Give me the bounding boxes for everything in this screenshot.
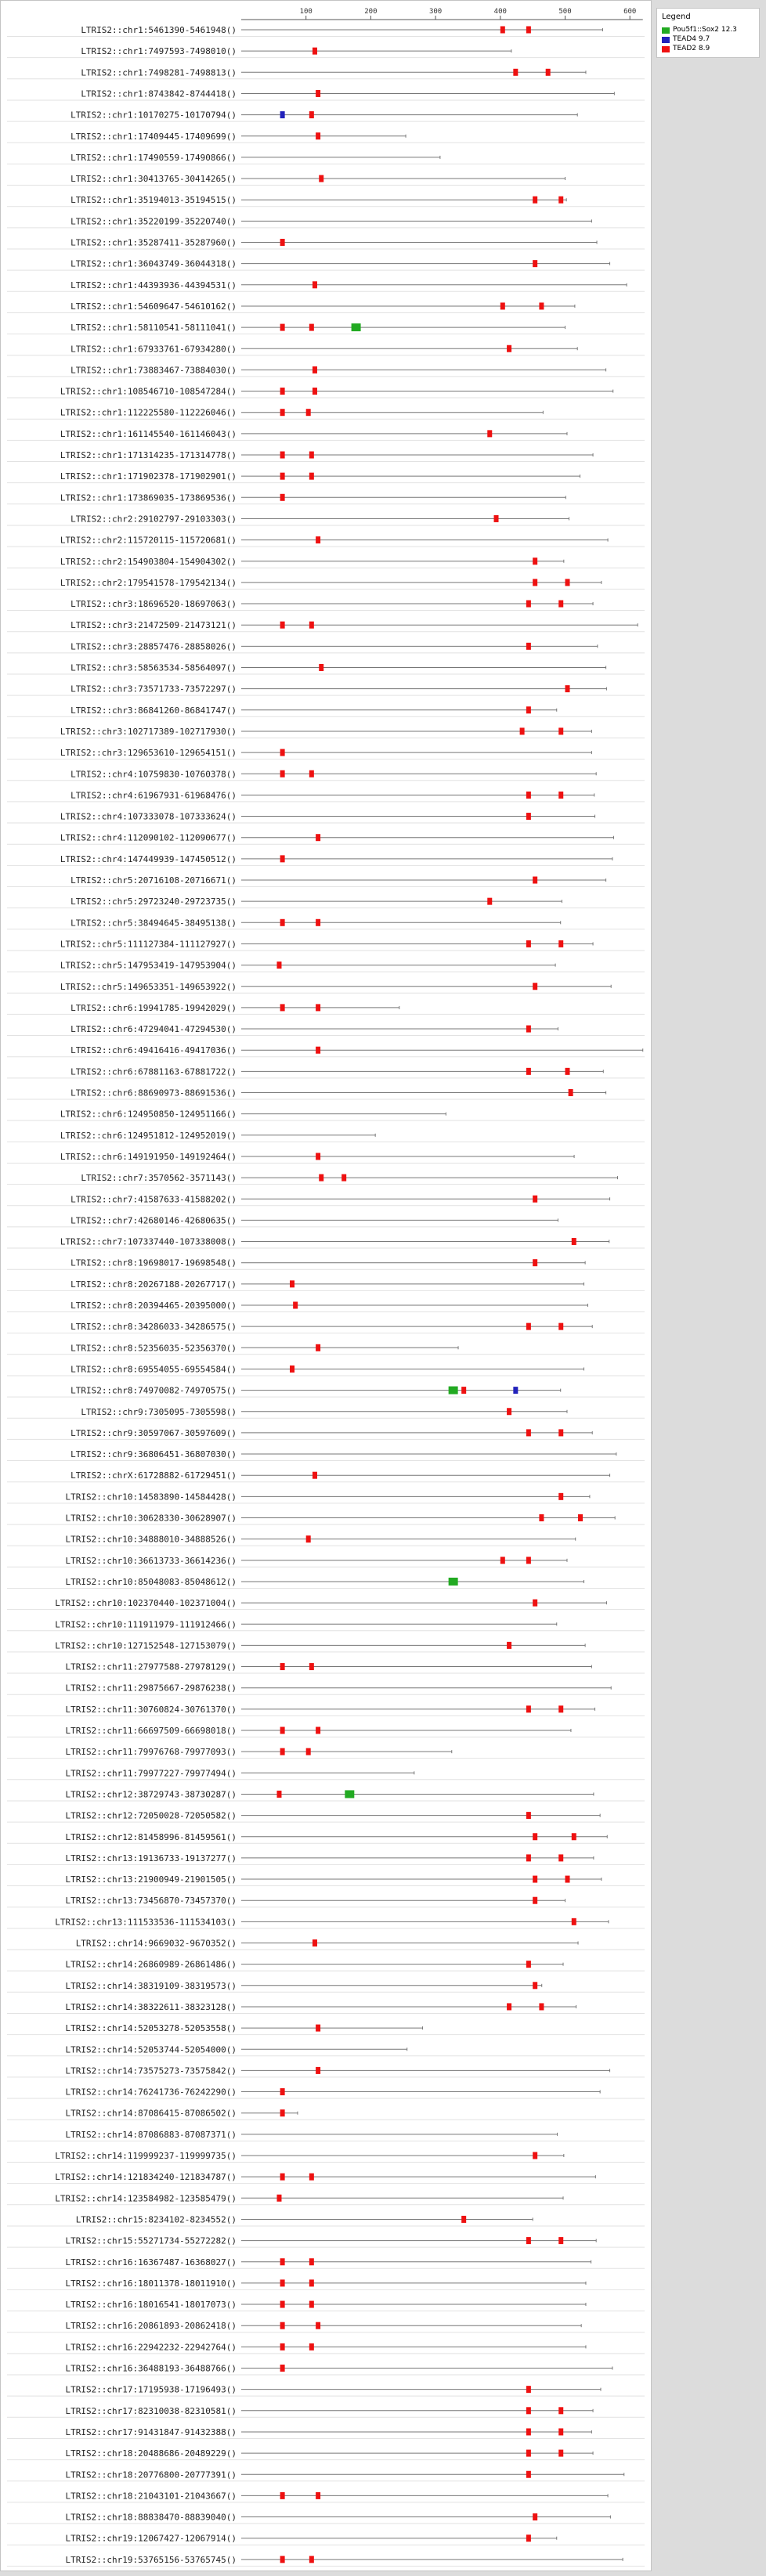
sequence-label: LTRIS2::chr1:171902378-171902901(): [60, 471, 237, 482]
motif-tead2-mark: [526, 940, 531, 947]
motif-tead2-mark: [520, 727, 525, 734]
sequence-label: LTRIS2::chr16:16367487-16368027(): [65, 2257, 237, 2268]
sequence-label: LTRIS2::chr9:36806451-36807030(): [70, 1449, 237, 1460]
sequence-label: LTRIS2::chr2:179541578-179542134(): [60, 577, 237, 588]
motif-tead2-mark: [558, 792, 563, 799]
motif-tead2-mark: [533, 197, 537, 204]
sequence-label: LTRIS2::chr18:88838470-88839040(): [65, 2512, 237, 2523]
sequence-label: LTRIS2::chr7:107337440-107338008(): [60, 1236, 237, 1247]
sequence-label: LTRIS2::chr5:111127384-111127927(): [60, 939, 237, 950]
motif-tead2-mark: [500, 1557, 505, 1564]
motif-tead2-mark: [316, 1153, 320, 1160]
motif-tead2-mark: [565, 1876, 570, 1883]
sequence-label: LTRIS2::chr5:149653351-149653922(): [60, 981, 237, 992]
motif-tead2-mark: [526, 1429, 531, 1436]
sequence-label: LTRIS2::chr7:3570562-3571143(): [81, 1173, 237, 1184]
motif-tead2-mark: [306, 409, 311, 416]
motif-tead2-mark: [276, 1791, 281, 1798]
motif-tead2-mark: [507, 1408, 511, 1415]
motif-tead2-mark: [526, 601, 531, 608]
motif-tead2-mark: [280, 2258, 285, 2265]
motif-tead2-mark: [565, 579, 570, 586]
sequence-label: LTRIS2::chr17:91431847-91432388(): [65, 2426, 237, 2437]
motif-tead2-mark: [309, 2279, 314, 2286]
legend-label-tead2: TEAD2 8.9: [673, 45, 710, 52]
motif-tead2-mark: [280, 770, 285, 777]
legend: [656, 8, 760, 58]
motif-chart: [1, 1, 651, 2571]
sequence-label: LTRIS2::chr4:147449939-147450512(): [60, 853, 237, 864]
motif-tead2-mark: [526, 1854, 531, 1861]
motif-tead2-mark: [533, 2513, 537, 2520]
motif-tead2-mark: [280, 324, 285, 331]
sequence-label: LTRIS2::chr6:49416416-49417036(): [70, 1045, 237, 1056]
sequence-label: LTRIS2::chr3:28857476-28858026(): [70, 641, 237, 652]
sequence-label: LTRIS2::chr1:108546710-108547284(): [60, 386, 237, 397]
sequence-label: LTRIS2::chr1:171314235-171314778(): [60, 450, 237, 460]
motif-tead2-mark: [533, 1259, 537, 1266]
sequence-label: LTRIS2::chr10:127152548-127153079(): [55, 1640, 237, 1651]
sequence-label: LTRIS2::chr2:154903804-154904302(): [60, 556, 237, 567]
motif-tead2-mark: [513, 69, 518, 76]
x-tick-label: 200: [364, 8, 378, 16]
motif-tead2-mark: [558, 197, 563, 204]
motif-tead2-mark: [526, 643, 531, 650]
motif-tead2-mark: [309, 622, 314, 629]
motif-tead2-mark: [280, 1663, 285, 1670]
motif-tead2-mark: [578, 1514, 583, 1521]
sequence-label: LTRIS2::chrX:61728882-61729451(): [70, 1470, 237, 1481]
motif-tead2-mark: [558, 1323, 563, 1330]
motif-tead2-mark: [526, 2407, 531, 2414]
motif-tead2-mark: [316, 919, 320, 926]
motif-pou5f1-sox2-mark: [449, 1387, 458, 1394]
motif-tead2-mark: [309, 2258, 314, 2265]
motif-tead2-mark: [319, 175, 323, 182]
sequence-label: LTRIS2::chr14:38322611-38323128(): [65, 2001, 237, 2012]
sequence-label: LTRIS2::chr12:72050028-72050582(): [65, 1810, 237, 1821]
sequence-label: LTRIS2::chr13:73456870-73457370(): [65, 1896, 237, 1907]
motif-tead2-mark: [558, 2407, 563, 2414]
sequence-label: LTRIS2::chr18:20776800-20777391(): [65, 2470, 237, 2480]
motif-tead2-mark: [558, 2428, 563, 2435]
sequence-label: LTRIS2::chr11:79976768-79977093(): [65, 1747, 237, 1758]
sequence-label: LTRIS2::chr8:69554055-69554584(): [70, 1364, 237, 1375]
sequence-label: LTRIS2::chr1:30413765-30414265(): [70, 174, 237, 185]
motif-tead2-mark: [309, 111, 314, 118]
motif-tead2-mark: [280, 2556, 285, 2563]
motif-tead2-mark: [280, 2322, 285, 2329]
sequence-label: LTRIS2::chr12:38729743-38730287(): [65, 1789, 237, 1800]
motif-tead2-mark: [276, 961, 281, 969]
motif-tead2-mark: [306, 1748, 311, 1755]
motif-tead2-mark: [533, 260, 537, 267]
legend-label-tead4: TEAD4 9.7: [673, 35, 710, 43]
sequence-label: LTRIS2::chr8:34286033-34286575(): [70, 1322, 237, 1333]
sequence-label: LTRIS2::chr1:54609647-54610162(): [70, 301, 237, 312]
sequence-label: LTRIS2::chr10:85048083-85048612(): [65, 1576, 237, 1587]
sequence-label: LTRIS2::chr16:36488193-36488766(): [65, 2363, 237, 2374]
motif-tead2-mark: [316, 2492, 320, 2499]
motif-tead2-mark: [280, 1727, 285, 1734]
sequence-label: LTRIS2::chr10:111911979-111912466(): [55, 1619, 237, 1630]
motif-tead2-mark: [309, 2343, 314, 2351]
motif-tead2-mark: [533, 1833, 537, 1840]
motif-tead2-mark: [280, 2301, 285, 2308]
motif-tead2-mark: [280, 919, 285, 926]
motif-tead2-mark: [309, 324, 314, 331]
sequence-label: LTRIS2::chr6:19941785-19942029(): [70, 1002, 237, 1013]
sequence-label: LTRIS2::chr16:22942232-22942764(): [65, 2342, 237, 2353]
sequence-label: LTRIS2::chr7:42680146-42680635(): [70, 1215, 237, 1226]
motif-tead2-mark: [526, 1026, 531, 1033]
sequence-label: LTRIS2::chr13:111533536-111534103(): [55, 1917, 237, 1928]
motif-tead2-mark: [526, 1961, 531, 1968]
sequence-label: LTRIS2::chr3:21472509-21473121(): [70, 620, 237, 631]
motif-tead2-mark: [526, 2450, 531, 2457]
sequence-label: LTRIS2::chr14:26860989-26861486(): [65, 1959, 237, 1970]
motif-tead2-mark: [280, 1004, 285, 1011]
motif-tead2-mark: [558, 1493, 563, 1500]
motif-tead2-mark: [309, 770, 314, 777]
motif-tead2-mark: [316, 2025, 320, 2032]
sequence-label: LTRIS2::chr1:7497593-7498010(): [81, 46, 237, 57]
motif-tead2-mark: [558, 2237, 563, 2244]
sequence-label: LTRIS2::chr16:18016541-18017073(): [65, 2300, 237, 2311]
sequence-label: LTRIS2::chr1:112225580-112226046(): [60, 407, 237, 418]
sequence-label: LTRIS2::chr16:20861893-20862418(): [65, 2321, 237, 2332]
x-tick-label: 500: [558, 8, 572, 16]
motif-tead2-mark: [526, 27, 531, 34]
motif-tead2-mark: [494, 515, 499, 522]
motif-tead4-mark: [280, 111, 285, 118]
motif-tead2-mark: [461, 1387, 466, 1394]
sequence-label: LTRIS2::chr10:36613733-36614236(): [65, 1555, 237, 1566]
motif-tead2-mark: [526, 2386, 531, 2393]
sequence-label: LTRIS2::chr8:20394465-20395000(): [70, 1301, 237, 1311]
sequence-label: LTRIS2::chr5:29723240-29723735(): [70, 897, 237, 907]
sequence-label: LTRIS2::chr10:30628330-30628907(): [65, 1513, 237, 1524]
motif-tead2-mark: [316, 132, 320, 139]
motif-tead2-mark: [526, 2471, 531, 2478]
motif-tead2-mark: [526, 792, 531, 799]
motif-tead2-mark: [558, 2450, 563, 2457]
motif-tead2-mark: [313, 281, 317, 288]
motif-tead2-mark: [316, 1727, 320, 1734]
sequence-label: LTRIS2::chr14:119999237-119999735(): [55, 2151, 237, 2161]
motif-tead2-mark: [526, 706, 531, 713]
motif-tead2-mark: [500, 302, 505, 309]
motif-tead2-mark: [487, 898, 492, 905]
motif-tead2-mark: [572, 1833, 576, 1840]
sequence-label: LTRIS2::chr14:121834240-121834787(): [55, 2172, 237, 2183]
motif-tead2-mark: [280, 452, 285, 459]
sequence-label: LTRIS2::chr11:79977227-79977494(): [65, 1768, 237, 1779]
sequence-label: LTRIS2::chr1:8743842-8744418(): [81, 88, 237, 99]
sequence-label: LTRIS2::chr6:124951812-124952019(): [60, 1130, 237, 1141]
motif-tead2-mark: [487, 430, 492, 437]
motif-tead2-mark: [319, 1174, 323, 1182]
sequence-label: LTRIS2::chr13:21900949-21901505(): [65, 1874, 237, 1885]
sequence-label: LTRIS2::chr14:73575273-73575842(): [65, 2065, 237, 2076]
sequence-label: LTRIS2::chr14:38319109-38319573(): [65, 1980, 237, 1991]
sequence-label: LTRIS2::chr1:58110541-58111041(): [70, 323, 237, 334]
motif-tead2-mark: [309, 452, 314, 459]
motif-tead2-mark: [316, 1047, 320, 1054]
motif-pou5f1-sox2-mark: [449, 1578, 458, 1586]
motif-tead2-mark: [280, 239, 285, 246]
sequence-label: LTRIS2::chr9:30597067-30597609(): [70, 1427, 237, 1438]
sequence-label: LTRIS2::chr14:76241736-76242290(): [65, 2087, 237, 2098]
sequence-label: LTRIS2::chr18:20488686-20489229(): [65, 2448, 237, 2459]
sequence-label: LTRIS2::chr2:115720115-115720681(): [60, 535, 237, 546]
sequence-label: LTRIS2::chr1:35220199-35220740(): [70, 216, 237, 227]
sequence-label: LTRIS2::chr14:87086415-87086502(): [65, 2108, 237, 2119]
sequence-label: LTRIS2::chr10:102370440-102371004(): [55, 1598, 237, 1609]
sequence-label: LTRIS2::chr8:20267188-20267717(): [70, 1279, 237, 1290]
motif-tead2-mark: [313, 388, 317, 395]
sequence-label: LTRIS2::chr14:123584982-123585479(): [55, 2193, 237, 2204]
motif-tead2-mark: [526, 1557, 531, 1564]
motif-tead2-mark: [539, 302, 544, 309]
sequence-label: LTRIS2::chr3:58563534-58564097(): [70, 662, 237, 673]
motif-tead2-mark: [461, 2216, 466, 2223]
sequence-label: LTRIS2::chr8:74970082-74970575(): [70, 1385, 237, 1396]
motif-tead2-mark: [316, 2067, 320, 2074]
sequence-label: LTRIS2::chr6:47294041-47294530(): [70, 1024, 237, 1035]
sequence-label: LTRIS2::chr1:17490559-17490866(): [70, 152, 237, 163]
sequence-label: LTRIS2::chr11:30760824-30761370(): [65, 1704, 237, 1715]
motif-tead2-mark: [316, 1004, 320, 1011]
motif-tead2-mark: [309, 2174, 314, 2181]
x-tick-label: 300: [428, 8, 443, 16]
sequence-label: LTRIS2::chr11:66697509-66698018(): [65, 1726, 237, 1736]
sequence-label: LTRIS2::chr6:149191950-149192464(): [60, 1151, 237, 1162]
motif-tead2-mark: [309, 473, 314, 480]
motif-tead2-mark: [280, 855, 285, 862]
motif-tead2-mark: [280, 2174, 285, 2181]
motif-tead2-mark: [309, 2301, 314, 2308]
legend-title: Legend: [662, 13, 691, 21]
sequence-label: LTRIS2::chr17:82310038-82310581(): [65, 2405, 237, 2416]
motif-tead2-mark: [319, 664, 323, 671]
motif-tead2-mark: [558, 1854, 563, 1861]
motif-tead2-mark: [280, 2492, 285, 2499]
motif-tead2-mark: [572, 1238, 576, 1245]
motif-pou5f1-sox2-mark: [352, 323, 361, 331]
motif-tead2-mark: [280, 2088, 285, 2095]
sequence-label: LTRIS2::chr1:67933761-67934280(): [70, 344, 237, 355]
sequence-label: LTRIS2::chr6:67881163-67881722(): [70, 1066, 237, 1077]
sequence-label: LTRIS2::chr1:17409445-17409699(): [70, 131, 237, 142]
motif-tead2-mark: [565, 1068, 570, 1075]
motif-tead2-mark: [280, 409, 285, 416]
sequence-label: LTRIS2::chr16:18011378-18011910(): [65, 2278, 237, 2289]
motif-tead2-mark: [507, 345, 511, 352]
motif-tead2-mark: [533, 877, 537, 884]
motif-tead2-mark: [313, 1472, 317, 1479]
sequence-label: LTRIS2::chr12:81458996-81459561(): [65, 1831, 237, 1842]
sequence-label: LTRIS2::chr5:147953419-147953904(): [60, 960, 237, 971]
motif-tead2-mark: [546, 69, 551, 76]
motif-tead2-mark: [533, 2152, 537, 2159]
motif-tead2-mark: [558, 1429, 563, 1436]
sequence-label: LTRIS2::chr3:73571733-73572297(): [70, 684, 237, 695]
sequence-label: LTRIS2::chr3:18696520-18697063(): [70, 599, 237, 610]
motif-tead2-mark: [280, 388, 285, 395]
sequence-label: LTRIS2::chr1:73883467-73884030(): [70, 365, 237, 376]
sequence-label: LTRIS2::chr14:87086883-87087371(): [65, 2129, 237, 2140]
motif-tead2-mark: [533, 1600, 537, 1607]
sequence-label: LTRIS2::chr14:9669032-9670352(): [75, 1938, 237, 1949]
sequence-label: LTRIS2::chr14:52053278-52053558(): [65, 2023, 237, 2034]
sequence-label: LTRIS2::chr3:86841260-86841747(): [70, 705, 237, 716]
motif-tead2-mark: [539, 2003, 544, 2010]
sequence-label: LTRIS2::chr6:124950850-124951166(): [60, 1109, 237, 1120]
motif-tead2-mark: [276, 2195, 281, 2202]
motif-tead2-mark: [309, 2556, 314, 2563]
sequence-label: LTRIS2::chr4:61967931-61968476(): [70, 790, 237, 801]
sequence-label: LTRIS2::chr1:7498281-7498813(): [81, 67, 237, 78]
motif-tead2-mark: [572, 1918, 576, 1925]
sequence-label: LTRIS2::chr9:7305095-7305598(): [81, 1406, 237, 1417]
motif-tead2-mark: [558, 601, 563, 608]
sequence-label: LTRIS2::chr18:21043101-21043667(): [65, 2491, 237, 2502]
motif-tead2-mark: [306, 1535, 311, 1542]
sequence-label: LTRIS2::chr4:112090102-112090677(): [60, 832, 237, 843]
motif-tead2-mark: [280, 2109, 285, 2116]
motif-tead2-mark: [533, 557, 537, 565]
sequence-label: LTRIS2::chr19:53765156-53765745(): [65, 2554, 237, 2565]
motif-tead2-mark: [526, 2428, 531, 2435]
sequence-label: LTRIS2::chr19:12067427-12067914(): [65, 2533, 237, 2544]
motif-tead2-mark: [526, 1068, 531, 1075]
motif-tead2-mark: [569, 1089, 573, 1096]
motif-tead2-mark: [341, 1174, 346, 1182]
motif-tead2-mark: [507, 2003, 511, 2010]
motif-tead2-mark: [526, 1812, 531, 1819]
motif-tead2-mark: [507, 1642, 511, 1649]
motif-tead2-mark: [280, 2343, 285, 2351]
sequence-label: LTRIS2::chr5:38494645-38495138(): [70, 918, 237, 929]
sequence-label: LTRIS2::chr7:41587633-41588202(): [70, 1194, 237, 1205]
motif-tead2-mark: [533, 1876, 537, 1883]
sequence-label: LTRIS2::chr1:173869035-173869536(): [60, 492, 237, 503]
sequence-label: LTRIS2::chr1:5461390-5461948(): [81, 25, 237, 35]
sequence-label: LTRIS2::chr17:17195938-17196493(): [65, 2384, 237, 2395]
sequence-label: LTRIS2::chr8:52356035-52356370(): [70, 1343, 237, 1354]
motif-tead2-mark: [293, 1302, 298, 1309]
motif-tead2-mark: [533, 579, 537, 586]
motif-tead2-mark: [280, 749, 285, 756]
sequence-label: LTRIS2::chr6:88690973-88691536(): [70, 1088, 237, 1099]
motif-tead2-mark: [316, 834, 320, 841]
sequence-label: LTRIS2::chr10:14583890-14584428(): [65, 1492, 237, 1503]
sequence-label: LTRIS2::chr4:10759830-10760378(): [70, 769, 237, 780]
motif-tead2-mark: [280, 622, 285, 629]
sequence-label: LTRIS2::chr11:29875667-29876238(): [65, 1683, 237, 1694]
sequence-label: LTRIS2::chr1:10170275-10170794(): [70, 110, 237, 121]
legend-swatch-tead4: [662, 37, 670, 43]
sequence-label: LTRIS2::chr1:44393936-44394531(): [70, 280, 237, 290]
sequence-label: LTRIS2::chr4:107333078-107333624(): [60, 811, 237, 822]
motif-tead2-mark: [533, 1897, 537, 1904]
motif-tead2-mark: [290, 1280, 294, 1287]
motif-tead2-mark: [500, 27, 505, 34]
sequence-label: LTRIS2::chr11:27977588-27978129(): [65, 1661, 237, 1672]
motif-tead2-mark: [309, 1663, 314, 1670]
motif-tead2-mark: [280, 2279, 285, 2286]
motif-tead2-mark: [558, 727, 563, 734]
motif-tead2-mark: [533, 1196, 537, 1203]
motif-pou5f1-sox2-mark: [345, 1790, 354, 1798]
motif-tead2-mark: [280, 494, 285, 501]
sequence-label: LTRIS2::chr15:8234102-8234552(): [75, 2214, 237, 2225]
sequence-label: LTRIS2::chr10:34888010-34888526(): [65, 1534, 237, 1545]
sequence-label: LTRIS2::chr5:20716108-20716671(): [70, 875, 237, 886]
motif-tead2-mark: [526, 1323, 531, 1330]
legend-label-pou5f1-sox2: Pou5f1::Sox2 12.3: [673, 26, 737, 34]
motif-tead2-mark: [280, 1748, 285, 1755]
sequence-label: LTRIS2::chr2:29102797-29103303(): [70, 514, 237, 525]
sequence-label: LTRIS2::chr1:35194013-35194515(): [70, 195, 237, 206]
motif-tead2-mark: [565, 685, 570, 692]
motif-tead2-mark: [539, 1514, 544, 1521]
sequence-label: LTRIS2::chr8:19698017-19698548(): [70, 1257, 237, 1268]
motif-tead2-mark: [526, 1705, 531, 1712]
motif-tead2-mark: [313, 48, 317, 55]
motif-tead2-mark: [526, 2535, 531, 2542]
motif-tead2-mark: [280, 473, 285, 480]
sequence-label: LTRIS2::chr1:36043749-36044318(): [70, 258, 237, 269]
motif-tead2-mark: [316, 2322, 320, 2329]
sequence-label: LTRIS2::chr3:129653610-129654151(): [60, 748, 237, 759]
legend-swatch-tead2: [662, 46, 670, 52]
motif-tead2-mark: [533, 1982, 537, 1989]
legend-swatch-pou5f1-sox2: [662, 27, 670, 34]
motif-tead4-mark: [513, 1387, 518, 1394]
x-tick-label: 400: [493, 8, 507, 16]
motif-tead2-mark: [313, 1939, 317, 1946]
motif-tead2-mark: [280, 2365, 285, 2372]
motif-tead2-mark: [316, 536, 320, 543]
x-tick-label: 100: [299, 8, 313, 16]
motif-tead2-mark: [526, 813, 531, 820]
motif-tead2-mark: [316, 1344, 320, 1351]
motif-tead2-mark: [558, 1705, 563, 1712]
motif-tead2-mark: [526, 2237, 531, 2244]
x-tick-label: 600: [623, 8, 637, 16]
sequence-label: LTRIS2::chr13:19136733-19137277(): [65, 1853, 237, 1863]
sequence-label: LTRIS2::chr14:52053744-52054000(): [65, 2044, 237, 2055]
sequence-label: LTRIS2::chr3:102717389-102717930(): [60, 726, 237, 737]
motif-tead2-mark: [290, 1366, 294, 1373]
motif-tead2-mark: [316, 90, 320, 97]
sequence-label: LTRIS2::chr15:55271734-55272282(): [65, 2235, 237, 2246]
motif-tead2-mark: [558, 940, 563, 947]
motif-tead2-mark: [313, 366, 317, 373]
sequence-label: LTRIS2::chr1:161145540-161146043(): [60, 428, 237, 439]
motif-tead2-mark: [533, 983, 537, 990]
sequence-label: LTRIS2::chr1:35287411-35287960(): [70, 237, 237, 248]
